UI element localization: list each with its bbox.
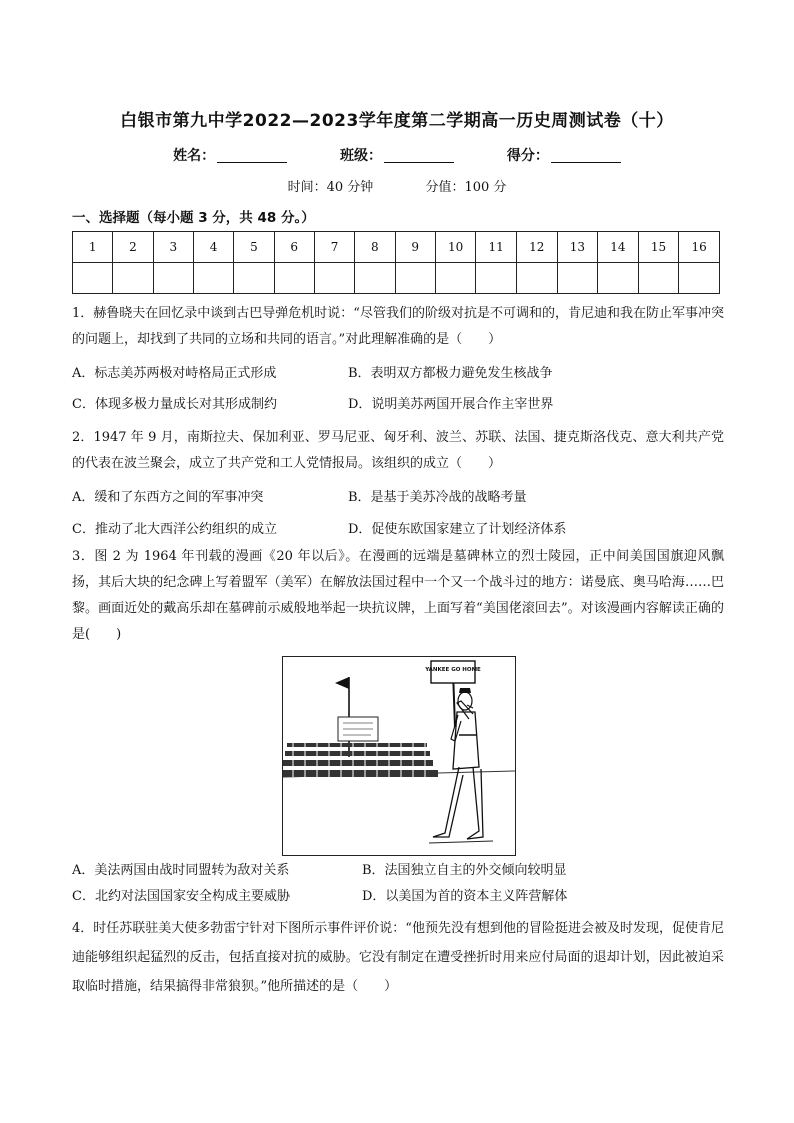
- question-4-stem: 4．时任苏联驻美大使多勃雷宁针对下图所示事件评价说：“他预先没有想到他的冒险挺进会被及时发现，促使肯尼迪能够组织起猛烈的反击，包括直接对抗的威胁。它没有制定在遭受挫折时用来应付局面的退却计划，因此被迫采取临时措施，结果搞得非常狼狈。”他所描述的是（ ）: [72, 921, 724, 994]
- answer-cell[interactable]: [435, 263, 476, 294]
- exam-meta: [0, 176, 794, 195]
- answer-number: 1: [73, 232, 113, 263]
- answer-blank-row: [73, 263, 720, 294]
- answer-number: 9: [395, 232, 435, 263]
- answer-cell[interactable]: [274, 263, 314, 294]
- name-blank[interactable]: [217, 148, 287, 163]
- answer-number: 11: [476, 232, 517, 263]
- answer-number: 13: [557, 232, 598, 263]
- question-2-stem: 2．1947 年 9 月，南斯拉夫、保加利亚、罗马尼亚、匈牙利、波兰、苏联、法国、捷克斯洛伐克、意大利共产党的代表在波兰聚会，成立了共产党和工人党情报局。该组织的成立（ ）: [72, 430, 724, 471]
- name-label: 姓名：: [173, 148, 216, 164]
- cartoon-figure: [282, 656, 516, 856]
- question-2-option-b[interactable]: B．是基于美苏冷战的战略考量: [348, 490, 527, 505]
- exam-title: 白银市第九中学2022—2023学年度第二学期高一历史周测试卷（十）: [120, 111, 674, 131]
- question-2-option-c[interactable]: C．推动了北大西洋公约组织的成立: [72, 522, 277, 537]
- question-1-stem: 1．赫鲁晓夫在回忆录中谈到古巴导弹危机时说：“尽管我们的阶级对抗是不可调和的，肯尼迪和我在防止军事冲突的问题上，却找到了共同的立场和共同的语言。”对此理解准确的是（ ）: [72, 306, 724, 347]
- answer-number: 3: [153, 232, 193, 263]
- class-blank[interactable]: [384, 148, 454, 163]
- answer-number: 10: [435, 232, 476, 263]
- answer-cell[interactable]: [355, 263, 395, 294]
- student-info-row: [0, 145, 794, 165]
- question-2-option-d[interactable]: D．促使东欧国家建立了计划经济体系: [348, 522, 567, 537]
- answer-number: 8: [355, 232, 395, 263]
- question-2-option-a[interactable]: A．缓和了东西方之间的军事冲突: [72, 490, 264, 505]
- answer-cell[interactable]: [598, 263, 639, 294]
- exam-full-score: 分值：100 分: [425, 180, 507, 195]
- answer-cell[interactable]: [73, 263, 113, 294]
- answer-cell[interactable]: [638, 263, 679, 294]
- question-3-option-d[interactable]: D．以美国为首的资本主义阵营解体: [362, 889, 568, 904]
- answer-number: 15: [638, 232, 679, 263]
- answer-cell[interactable]: [395, 263, 435, 294]
- answer-number: 14: [598, 232, 639, 263]
- question-1-option-b[interactable]: B．表明双方都极力避免发生核战争: [348, 366, 553, 381]
- name-field: [173, 145, 287, 165]
- answer-cell[interactable]: [113, 263, 153, 294]
- class-field: [340, 145, 454, 165]
- question-3-option-b[interactable]: B．法国独立自主的外交倾向较明显: [362, 863, 567, 878]
- answer-number-row: [73, 232, 720, 263]
- question-1-option-d[interactable]: D．说明美苏两国开展合作主宰世界: [348, 397, 554, 412]
- question-3-option-c[interactable]: C．北约对法国国家安全构成主要威胁: [72, 889, 290, 904]
- score-field: [507, 145, 621, 165]
- answer-cell[interactable]: [679, 263, 720, 294]
- question-3-stem: 3．图 2 为 1964 年刊载的漫画《20 年以后》。在漫画的远端是墓碑林立的烈士陵园，正中间美国国旗迎风飘扬，其后大块的纪念碑上写着盟军（美军）在解放法国过程中一个又一个战斗过的地方：诺曼底、奥马哈海……巴黎。画面近处的戴高乐却在墓碑前示威般地举起一块抗议牌，上面写着“美国佬滚回去”。对该漫画内容解读正确的是( ): [72, 549, 724, 642]
- answer-number: 12: [516, 232, 557, 263]
- exam-time: 时间：40 分钟: [287, 180, 374, 195]
- answer-number: 16: [679, 232, 720, 263]
- answer-cell[interactable]: [516, 263, 557, 294]
- section-heading: 一、选择题（每小题 3 分，共 48 分。）: [72, 210, 315, 226]
- answer-number: 4: [193, 232, 233, 263]
- answer-number: 6: [274, 232, 314, 263]
- class-label: 班级：: [340, 148, 382, 164]
- answer-cell[interactable]: [476, 263, 517, 294]
- answer-cell[interactable]: [314, 263, 354, 294]
- question-1-option-a[interactable]: A．标志美苏两极对峙格局正式形成: [72, 366, 277, 381]
- answer-cell[interactable]: [153, 263, 193, 294]
- answer-number: 5: [234, 232, 274, 263]
- cartoon-sign-text: YANKEE GO HOME: [425, 667, 481, 673]
- answer-number: 7: [314, 232, 354, 263]
- answer-cell[interactable]: [234, 263, 274, 294]
- answer-grid: [72, 231, 720, 294]
- score-label: 得分：: [506, 148, 549, 164]
- cartoon-drawing: [283, 657, 515, 855]
- answer-cell[interactable]: [557, 263, 598, 294]
- score-blank[interactable]: [551, 148, 621, 163]
- answer-number: 2: [113, 232, 153, 263]
- question-1-option-c[interactable]: C．体现多极力量成长对其形成制约: [72, 397, 277, 412]
- question-3-option-a[interactable]: A．美法两国由战时同盟转为敌对关系: [72, 863, 290, 878]
- answer-cell[interactable]: [193, 263, 233, 294]
